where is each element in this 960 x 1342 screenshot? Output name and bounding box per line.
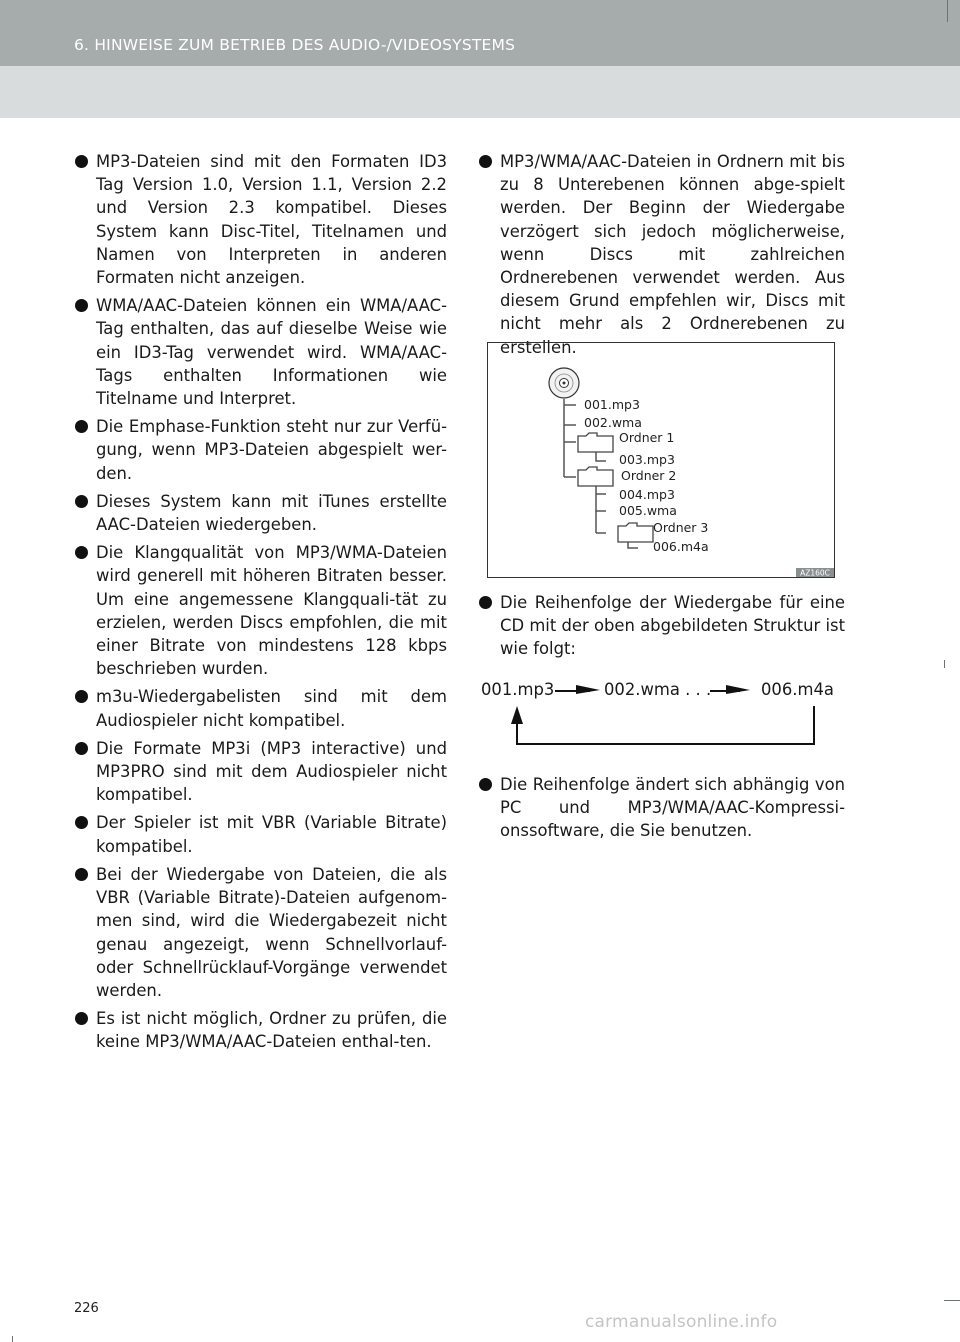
folder-label-ordner2: Ordner 2 (621, 468, 677, 483)
right-column-top (478, 150, 845, 364)
file-label-005: 005.wma (619, 503, 677, 518)
bullet-item: Die Reihenfolge ändert sich abhängig von PC und MP3/WMA/AAC-Kompressi-onssoftware, die Sie benutzen. (478, 773, 845, 843)
bullet-item: Der Spieler ist mit VBR (Variable Bitrate) kompatibel. (74, 811, 447, 857)
arrow-right-icon (710, 685, 750, 694)
sequence-last: 006.m4a (761, 680, 834, 699)
folder-structure-diagram (487, 342, 835, 578)
sequence-first: 001.mp3 (481, 680, 555, 699)
bullet-icon (479, 778, 492, 791)
bullet-icon (75, 690, 88, 703)
crop-mark (944, 1300, 960, 1301)
crop-mark (947, 0, 948, 22)
bullet-item: Es ist nicht möglich, Ordner zu prüfen, die keine MP3/WMA/AAC-Dateien enthal-ten. (74, 1007, 447, 1053)
bullet-item: Die Reihenfolge der Wiedergabe für eine CD mit der oben abgebildeten Struktur ist wie folgt: (478, 591, 845, 661)
bullet-item: Die Emphase-Funktion steht nur zur Verfü-gung, wenn MP3-Dateien abgespielt wer-den. (74, 415, 447, 485)
bullet-item: MP3/WMA/AAC-Dateien in Ordnern mit bis zu 8 Unterebenen können abge-spielt werden. Der Beginn der Wiedergabe verzögert sich jedoch möglicherweise, wenn Discs mit zahlreichen Ordnerebenen verwendet werden. Aus diesem Grund empfehlen wir, Discs mit nicht mehr als 2 Ordnerebenen zu erstellen. (478, 150, 845, 359)
folder-icon (578, 467, 613, 486)
bullet-item: Die Formate MP3i (MP3 interactive) und MP3PRO sind mit dem Audiospieler nicht kompatibel. (74, 737, 447, 807)
file-label-006: 006.m4a (653, 539, 709, 554)
bullet-icon (75, 1012, 88, 1025)
bullet-icon (75, 742, 88, 755)
bullet-item: WMA/AAC-Dateien können ein WMA/AAC-Tag enthalten, das auf dieselbe Weise wie ein ID3-Tag verwendet wird. WMA/AAC-Tags enthalten Informationen wie Titelname und Interpret. (74, 294, 447, 410)
loop-back-arrow-icon (511, 706, 814, 744)
sequence-second: 002.wma . . . (604, 680, 712, 699)
bullet-icon (75, 420, 88, 433)
file-label-001: 001.mp3 (584, 397, 640, 412)
bullet-item: Bei der Wiedergabe von Dateien, die als VBR (Variable Bitrate)-Dateien aufgenom-men sind, wird die Wiedergabezeit nicht genau angezeigt, wenn Schnellvorlauf- oder Schnellrücklauf-Vorgänge verwendet werden. (74, 863, 447, 1002)
sequence-arrows (478, 672, 848, 752)
right-column-bottom (478, 773, 845, 848)
arrow-right-icon (555, 685, 600, 694)
bullet-item: Dieses System kann mit iTunes erstellte AAC-Dateien wiedergeben. (74, 490, 447, 536)
bullet-icon (75, 299, 88, 312)
folder-icon (618, 523, 653, 542)
figure-code: AZ160C (800, 568, 830, 578)
bullet-icon (75, 816, 88, 829)
file-label-004: 004.mp3 (619, 487, 675, 502)
folder-tree-svg (488, 343, 836, 579)
crop-mark (944, 660, 945, 668)
playback-sequence (478, 672, 848, 752)
watermark: carmanualsonline.info (585, 1312, 778, 1332)
page-number: 226 (74, 1301, 99, 1316)
bullet-icon (75, 495, 88, 508)
header-band (0, 0, 960, 118)
left-column (74, 150, 447, 1059)
bullet-item: MP3-Dateien sind mit den Formaten ID3 Tag Version 1.0, Version 1.1, Version 2.2 und Version 2.3 kompatibel. Dieses System kann Disc-Titel, Titelnamen und Namen von Interpreten in anderen Formaten nicht anzeigen. (74, 150, 447, 289)
bullet-icon (479, 596, 492, 609)
bullet-icon (479, 155, 492, 168)
right-column-mid (478, 591, 845, 666)
bullet-icon (75, 155, 88, 168)
section-title: 6. HINWEISE ZUM BETRIEB DES AUDIO-/VIDEOSYSTEMS (74, 36, 516, 54)
file-label-002: 002.wma (584, 415, 642, 430)
folder-icon (578, 433, 613, 452)
header-bar (0, 0, 960, 66)
folder-label-ordner3: Ordner 3 (653, 520, 709, 535)
folder-label-ordner1: Ordner 1 (619, 430, 675, 445)
disc-icon (549, 368, 579, 398)
bullet-item: m3u-Wiedergabelisten sind mit dem Audiospieler nicht kompatibel. (74, 685, 447, 731)
bullet-item: Die Klangqualität von MP3/WMA-Dateien wird generell mit höheren Bitraten besser. Um eine angemessene Klangquali-tät zu erzielen, werden Discs empfohlen, die mit einer Bitrate von mindestens 128 kbps beschrieben wurden. (74, 541, 447, 680)
crop-mark (12, 1336, 13, 1342)
bullet-icon (75, 546, 88, 559)
file-label-003: 003.mp3 (619, 452, 675, 467)
bullet-icon (75, 868, 88, 881)
